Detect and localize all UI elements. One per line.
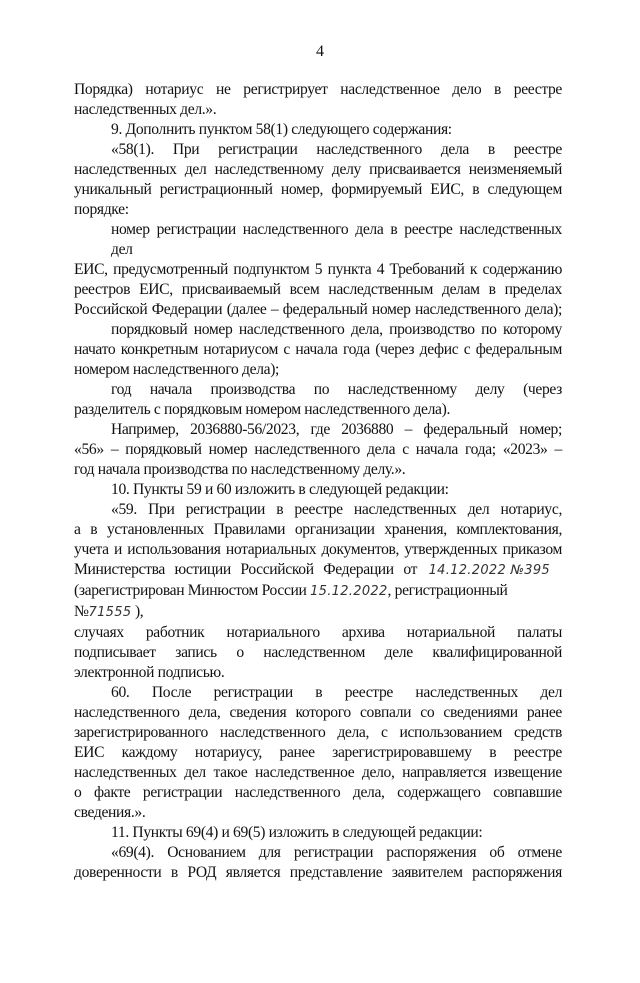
- text-line: уникальный регистрационный номер, формируемый ЕИС, в следующем: [74, 181, 562, 198]
- text-line: 60. После регистрации в реестре наследственных дел: [111, 684, 562, 701]
- text-line: случаях работник нотариального архива нотариальной палаты: [74, 624, 562, 641]
- text-line: ЕИС каждому нотариусу, ранее зарегистрировавшему в реестре: [74, 744, 562, 761]
- text-line: год начала производства по наследственному делу (через: [111, 381, 562, 398]
- text-line: а в установленных Правилами организации хранения, комплектования,: [74, 521, 562, 538]
- handwritten-order-date: 14.12.2022 №395: [428, 563, 550, 578]
- text-line: наследственных дел наследственному делу присваивается неизменяемый: [74, 161, 562, 178]
- text-line: Российской Федерации (далее – федеральный номер наследственного дела);: [74, 301, 562, 318]
- text-line: Порядка) нотариус не регистрирует наследственное дело в реестре: [74, 81, 562, 98]
- text-line: номер регистрации наследственного дела в реестре наследственных дел: [111, 221, 562, 258]
- text-segment: ),: [131, 603, 144, 620]
- text-line: порядковый номер наследственного дела, производство по которому: [111, 321, 562, 338]
- text-line: зарегистрированного наследственного дела, с использованием средств: [74, 724, 562, 741]
- text-line: порядке:: [74, 201, 129, 218]
- text-segment: Министерства юстиции Российской Федерации от: [74, 561, 418, 578]
- text-line: ЕИС, предусмотренный подпунктом 5 пункта 4 Требований к содержанию: [74, 261, 562, 278]
- text-line: сведения.».: [74, 804, 146, 821]
- text-line: о факте регистрации наследственного дела, содержащего совпавшие: [74, 784, 562, 801]
- text-line: [74, 581, 562, 623]
- text-line: начато конкретным нотариусом с начала года (через дефис с федеральным: [74, 341, 562, 358]
- text-line: «59. При регистрации в реестре наследственных дел нотариус,: [111, 501, 562, 518]
- text-line: «69(4). Основанием для регистрации распоряжения об отмене: [111, 844, 562, 861]
- text-line: 10. Пункты 59 и 60 изложить в следующей редакции:: [111, 481, 449, 498]
- page-number: 4: [316, 43, 324, 60]
- text-line: номером наследственного дела);: [74, 361, 280, 378]
- text-line: Например, 2036880-56/2023, где 2036880 – федеральный номер;: [111, 421, 562, 438]
- text-line: 11. Пункты 69(4) и 69(5) изложить в следующей редакции:: [111, 824, 483, 841]
- text-line: наследственных дел.».: [74, 101, 217, 118]
- text-line: 9. Дополнить пунктом 58(1) следующего содержания:: [111, 121, 452, 138]
- text-line: разделитель с порядковым номером наследственного дела).: [74, 401, 450, 418]
- text-line: «56» – порядковый номер наследственного дела с начала года; «2023» –: [74, 441, 562, 458]
- handwritten-registration-date: 15.12.2022: [310, 584, 388, 599]
- text-line: год начала производства по наследственному делу.».: [74, 461, 406, 478]
- text-line: доверенности в РОД является представление заявителем распоряжения: [74, 864, 562, 881]
- text-segment: (зарегистрирован Минюстом России: [74, 582, 307, 599]
- text-segment: , регистрационный №: [74, 582, 508, 620]
- document-body: [74, 80, 562, 983]
- text-line: наследственных дел такое наследственное дело, направляется извещение: [74, 764, 562, 781]
- text-line: реестров ЕИС, присваиваемый всем наследственным делам в пределах: [74, 281, 562, 298]
- text-line: [74, 560, 562, 581]
- handwritten-registration-number: 71555: [88, 605, 132, 620]
- text-line: «58(1). При регистрации наследственного дела в реестре: [111, 141, 562, 158]
- text-line: учета и использования нотариальных документов, утвержденных приказом: [74, 541, 562, 558]
- text-line: подписывает запись о наследственном деле квалифицированной: [74, 644, 562, 661]
- text-line: электронной подписью.: [74, 664, 225, 681]
- text-line: наследственного дела, сведения которого совпали со сведениями ранее: [74, 704, 562, 721]
